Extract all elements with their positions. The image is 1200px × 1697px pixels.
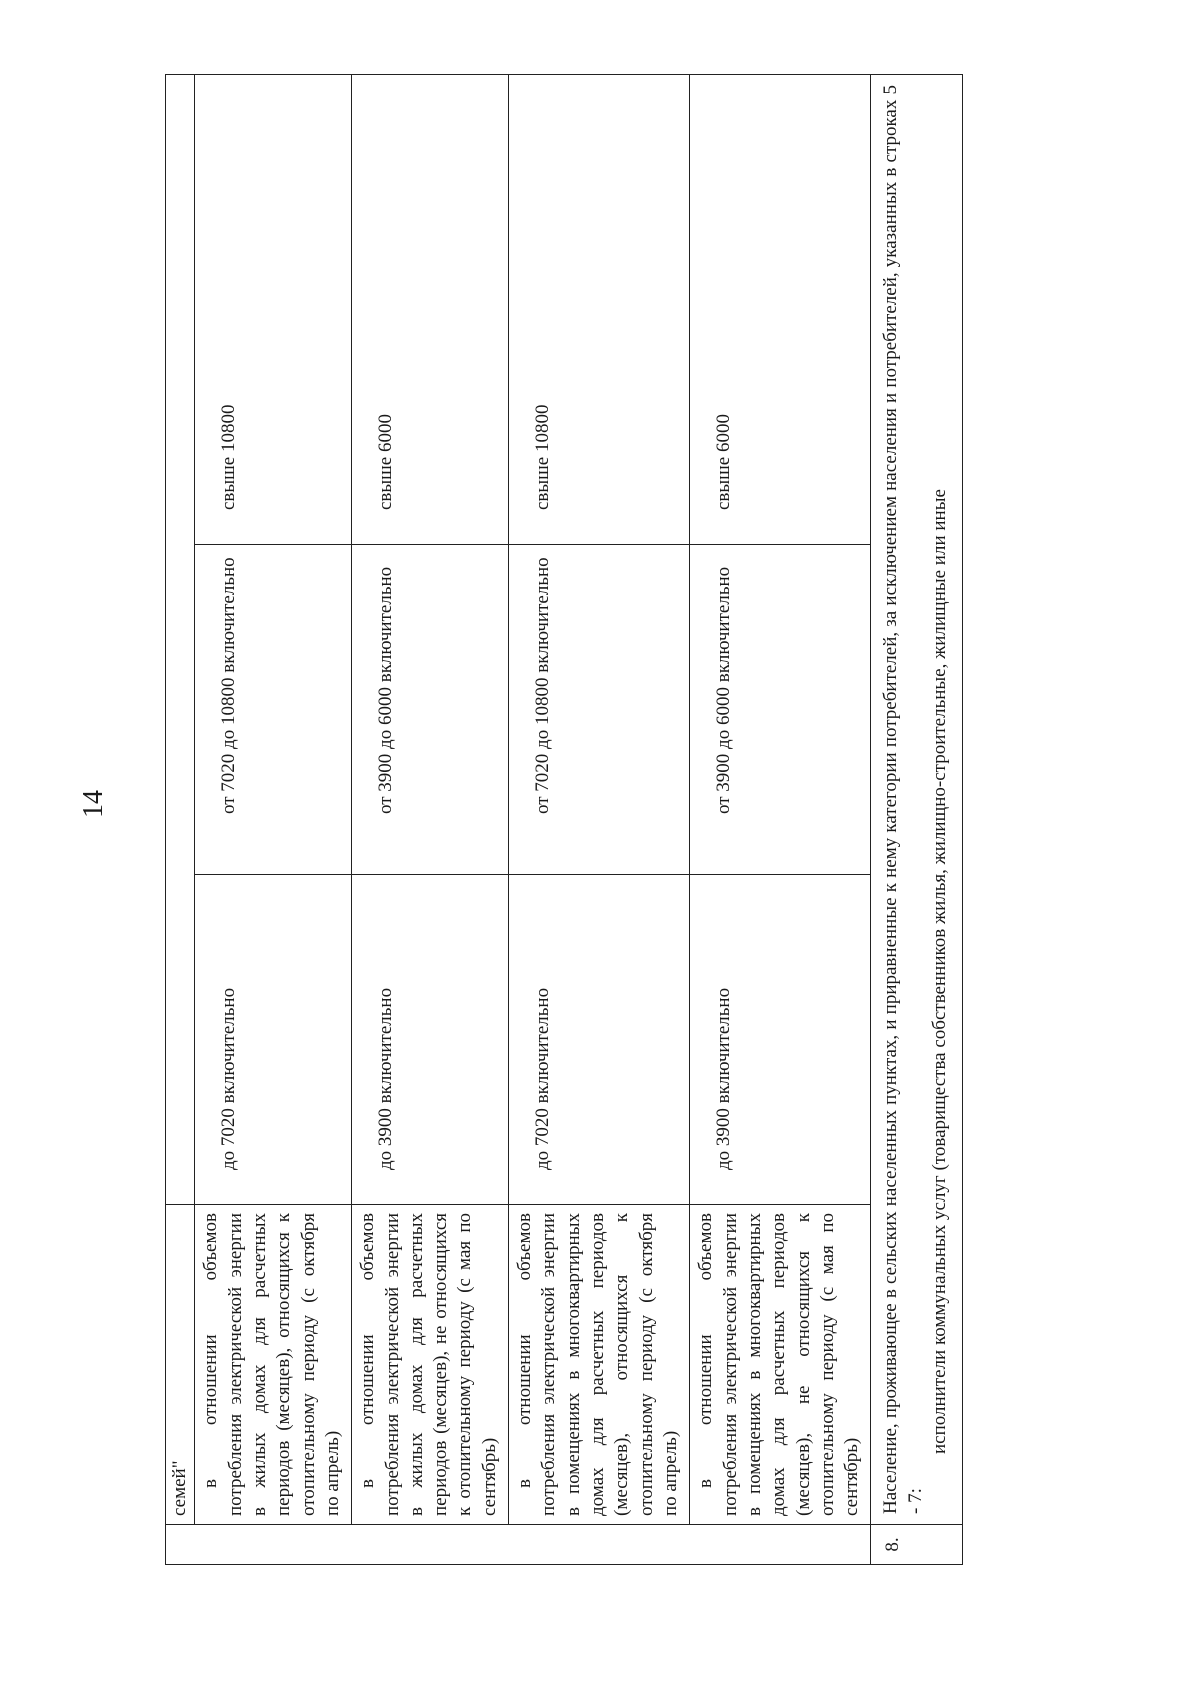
value-low: до 7020 включительно xyxy=(195,875,352,1205)
rotated-table-page xyxy=(165,75,1045,1565)
empty-number-cell xyxy=(166,1525,871,1565)
continuation-empty-values xyxy=(166,74,195,1204)
row-number: 8. xyxy=(871,1525,963,1565)
value-mid: от 7020 до 10800 включительно xyxy=(195,545,352,875)
value-mid: от 7020 до 10800 включительно xyxy=(509,545,690,875)
value-low: до 3900 включительно xyxy=(690,875,871,1205)
value-mid: от 3900 до 6000 включительно xyxy=(352,545,509,875)
value-high: свыше 10800 xyxy=(195,74,352,544)
table-row xyxy=(690,74,871,1564)
value-high: свыше 10800 xyxy=(509,74,690,544)
tariff-table xyxy=(165,74,963,1565)
final-row-line-2: исполнители коммунальных услуг (товарищества собственников жилья, жилищно-строительные, жилищные или иные xyxy=(929,489,951,1454)
table-row xyxy=(352,74,509,1564)
final-row-line-1: Население, проживающее в сельских населенных пунктах, и приравненные к нему категории потребителей, за исключением населения и потребителей, указанных в строках 5 - 7: xyxy=(880,84,926,1514)
continuation-text: семей" xyxy=(166,1205,195,1525)
table-row-continuation xyxy=(166,74,195,1564)
value-low: до 3900 включительно xyxy=(352,875,509,1205)
value-mid: от 3900 до 6000 включительно xyxy=(690,545,871,875)
row-description: в отношении объемов потребления электрической энергии в жилых домах для расчетных периодов (месяцев), относящихся к отопительному периоду (с октября по апрель) xyxy=(195,1205,352,1525)
table-row xyxy=(195,74,352,1564)
value-low: до 7020 включительно xyxy=(509,875,690,1205)
table-row-final xyxy=(871,74,963,1564)
value-high: свыше 6000 xyxy=(352,74,509,544)
value-high: свыше 6000 xyxy=(690,74,871,544)
row-description: в отношении объемов потребления электрической энергии в помещениях в многоквартирных домах для расчетных периодов (месяцев), относящихся к отопительному периоду (с октября по апрель) xyxy=(509,1205,690,1525)
page-number: 14 xyxy=(78,790,109,818)
final-row-text xyxy=(871,74,963,1524)
table-row xyxy=(509,74,690,1564)
row-description: в отношении объемов потребления электрической энергии в помещениях в многоквартирных домах для расчетных периодов (месяцев), не относящихся к отопительному периоду (с мая по сентябрь) xyxy=(690,1205,871,1525)
row-description: в отношении объемов потребления электрической энергии в жилых домах для расчетных периодов (месяцев), не относящихся к отопительному периоду (с мая по сентябрь) xyxy=(352,1205,509,1525)
